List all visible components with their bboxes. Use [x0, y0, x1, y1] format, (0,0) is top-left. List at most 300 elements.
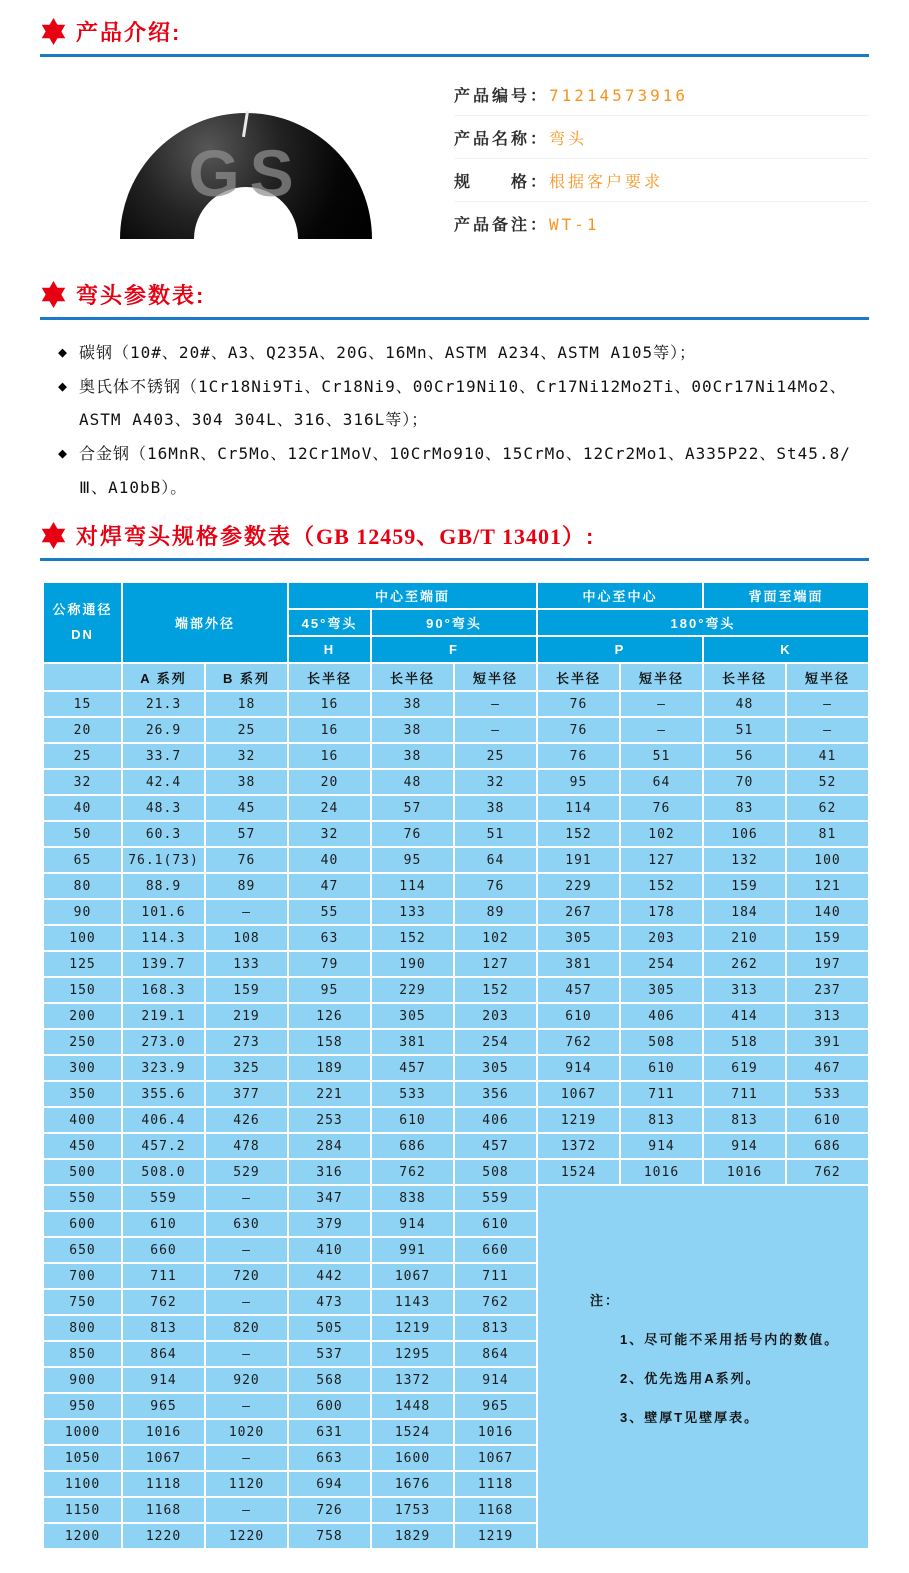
spec-cell: 32	[289, 822, 370, 846]
materials-list	[58, 336, 869, 504]
product-field-label: 产品编号：	[454, 88, 550, 105]
spec-cell: 197	[787, 952, 868, 976]
spec-cell: 379	[289, 1212, 370, 1236]
spec-cell: 325	[206, 1056, 287, 1080]
spec-cell: —	[206, 1446, 287, 1470]
spec-cell: 48	[372, 770, 453, 794]
spec-cell: 229	[538, 874, 619, 898]
spec-cell: 152	[538, 822, 619, 846]
spec-cell: 79	[289, 952, 370, 976]
spec-cell: 1448	[372, 1394, 453, 1418]
spec-row	[44, 692, 868, 716]
spec-cell: 26.9	[123, 718, 204, 742]
spec-cell: 762	[538, 1030, 619, 1054]
product-field-value: 根据客户要求	[549, 172, 664, 191]
spec-cell: 726	[289, 1498, 370, 1522]
spec-cell: 305	[455, 1056, 536, 1080]
spec-cell: 15	[44, 692, 121, 716]
spec-cell: 219.1	[123, 1004, 204, 1028]
spec-cell: 62	[787, 796, 868, 820]
spec-cell: 965	[455, 1394, 536, 1418]
section-intro-header	[40, 0, 869, 47]
spec-cell: 1118	[455, 1472, 536, 1496]
spec-cell: 1372	[538, 1134, 619, 1158]
spec-cell: 178	[621, 900, 702, 924]
spec-cell: 64	[621, 770, 702, 794]
spec-cell: 100	[44, 926, 121, 950]
red-star-icon	[40, 281, 67, 308]
spec-cell: 106	[704, 822, 785, 846]
spec-table	[42, 581, 870, 1550]
product-field-value: 弯头	[549, 129, 588, 148]
spec-cell: 1067	[123, 1446, 204, 1470]
spec-cell: 920	[206, 1368, 287, 1392]
note-item: 3、壁厚T见壁厚表。	[620, 1410, 760, 1426]
spec-cell: 1753	[372, 1498, 453, 1522]
spec-cell: 377	[206, 1082, 287, 1106]
col-header-long-radius: 长半径	[372, 664, 453, 690]
spec-cell: 16	[289, 744, 370, 768]
product-field-row	[454, 202, 869, 244]
spec-cell: 114	[372, 874, 453, 898]
spec-cell: 505	[289, 1316, 370, 1340]
spec-cell: —	[206, 1394, 287, 1418]
spec-cell: 508	[455, 1160, 536, 1184]
spec-cell: 100	[787, 848, 868, 872]
spec-cell: 108	[206, 926, 287, 950]
spec-cell: 80	[44, 874, 121, 898]
spec-cell: —	[621, 692, 702, 716]
spec-row	[44, 1160, 868, 1184]
spec-cell: 508	[621, 1030, 702, 1054]
spec-cell: —	[206, 1186, 287, 1210]
spec-cell: 473	[289, 1290, 370, 1314]
spec-cell: 350	[44, 1082, 121, 1106]
red-star-icon	[40, 522, 67, 549]
section-title-spec: 对焊弯头规格参数表（GB 12459、GB/T 13401）:	[76, 524, 596, 550]
spec-table-head	[44, 583, 868, 690]
spec-cell: 450	[44, 1134, 121, 1158]
spec-cell: 1016	[455, 1420, 536, 1444]
spec-cell: 720	[206, 1264, 287, 1288]
spec-cell: 686	[787, 1134, 868, 1158]
spec-cell: 813	[123, 1316, 204, 1340]
header-row-4	[44, 664, 868, 690]
product-image	[72, 71, 420, 259]
spec-cell: 140	[787, 900, 868, 924]
spec-cell: 38	[372, 744, 453, 768]
spec-cell: 1295	[372, 1342, 453, 1366]
spec-cell: 1016	[621, 1160, 702, 1184]
spec-cell: 150	[44, 978, 121, 1002]
spec-cell: 467	[787, 1056, 868, 1080]
spec-cell: —	[206, 900, 287, 924]
spec-cell: 70	[704, 770, 785, 794]
spec-cell: 1219	[538, 1108, 619, 1132]
spec-cell: 40	[289, 848, 370, 872]
spec-cell: 950	[44, 1394, 121, 1418]
spec-cell: 38	[372, 718, 453, 742]
spec-cell: 700	[44, 1264, 121, 1288]
spec-cell: 38	[372, 692, 453, 716]
spec-cell: 813	[455, 1316, 536, 1340]
spec-row	[44, 1030, 868, 1054]
col-header-h: H	[289, 637, 370, 662]
spec-cell: 610	[372, 1108, 453, 1132]
spec-cell: 914	[538, 1056, 619, 1080]
spec-cell: 50	[44, 822, 121, 846]
spec-cell: 210	[704, 926, 785, 950]
spec-cell: 660	[123, 1238, 204, 1262]
spec-cell: —	[206, 1290, 287, 1314]
spec-cell: 864	[455, 1342, 536, 1366]
spec-cell: 254	[455, 1030, 536, 1054]
spec-cell: 355.6	[123, 1082, 204, 1106]
col-header-empty	[44, 664, 121, 690]
spec-cell: 25	[455, 744, 536, 768]
spec-cell: 48.3	[123, 796, 204, 820]
spec-cell: 203	[455, 1004, 536, 1028]
col-header-elbow45: 45°弯头	[289, 610, 370, 635]
spec-cell: 900	[44, 1368, 121, 1392]
spec-cell: 1168	[123, 1498, 204, 1522]
spec-cell: 152	[372, 926, 453, 950]
material-item	[58, 437, 869, 504]
spec-row	[44, 796, 868, 820]
spec-cell: 1168	[455, 1498, 536, 1522]
spec-cell: 533	[372, 1082, 453, 1106]
note-item: 2、优先选用A系列。	[620, 1371, 761, 1387]
spec-cell: 273	[206, 1030, 287, 1054]
note-item: 1、尽可能不采用括号内的数值。	[620, 1332, 840, 1348]
spec-cell: 568	[289, 1368, 370, 1392]
spec-cell: 152	[621, 874, 702, 898]
spec-cell: —	[621, 718, 702, 742]
spec-cell: 38	[455, 796, 536, 820]
spec-cell: 89	[455, 900, 536, 924]
spec-cell: 686	[372, 1134, 453, 1158]
spec-cell: 200	[44, 1004, 121, 1028]
col-header-p: P	[538, 637, 702, 662]
spec-cell: 762	[787, 1160, 868, 1184]
spec-cell: 694	[289, 1472, 370, 1496]
spec-cell: 133	[206, 952, 287, 976]
spec-cell: 40	[44, 796, 121, 820]
spec-cell: 1220	[206, 1524, 287, 1548]
spec-cell: 1150	[44, 1498, 121, 1522]
spec-row	[44, 874, 868, 898]
col-header-elbow180: 180°弯头	[538, 610, 868, 635]
spec-cell: 1016	[704, 1160, 785, 1184]
spec-cell: —	[206, 1238, 287, 1262]
spec-row	[44, 848, 868, 872]
diamond-bullet-icon: ◆	[58, 443, 69, 462]
spec-cell: 400	[44, 1108, 121, 1132]
spec-cell: 21.3	[123, 692, 204, 716]
spec-cell: 1067	[538, 1082, 619, 1106]
spec-cell: 254	[621, 952, 702, 976]
spec-cell: 20	[44, 718, 121, 742]
spec-cell: 158	[289, 1030, 370, 1054]
spec-cell: —	[455, 718, 536, 742]
col-header-center-to-center: 中心至中心	[538, 583, 702, 608]
spec-cell: 55	[289, 900, 370, 924]
spec-cell: 159	[787, 926, 868, 950]
section-spec-header	[40, 504, 869, 551]
spec-cell: 219	[206, 1004, 287, 1028]
spec-cell: 1600	[372, 1446, 453, 1470]
spec-cell: 81	[787, 822, 868, 846]
spec-cell: 25	[44, 744, 121, 768]
section-title-params: 弯头参数表:	[76, 283, 206, 308]
spec-table-body	[44, 692, 868, 1548]
header-row-1	[44, 583, 868, 608]
spec-cell: 537	[289, 1342, 370, 1366]
spec-cell: 550	[44, 1186, 121, 1210]
spec-row	[44, 822, 868, 846]
spec-cell: 457	[455, 1134, 536, 1158]
section-divider	[40, 317, 869, 320]
spec-cell: 305	[372, 1004, 453, 1028]
spec-cell: 125	[44, 952, 121, 976]
product-field-value: WT-1	[549, 215, 600, 234]
spec-cell: 102	[455, 926, 536, 950]
spec-cell: 76	[538, 744, 619, 768]
spec-cell: 381	[538, 952, 619, 976]
spec-cell: 63	[289, 926, 370, 950]
col-header-short-radius: 短半径	[787, 664, 868, 690]
spec-cell: 711	[621, 1082, 702, 1106]
spec-cell: 262	[704, 952, 785, 976]
spec-cell: 267	[538, 900, 619, 924]
spec-cell: 16	[289, 718, 370, 742]
spec-cell: 750	[44, 1290, 121, 1314]
spec-cell: 762	[123, 1290, 204, 1314]
product-fields	[454, 71, 869, 263]
spec-cell: 518	[704, 1030, 785, 1054]
spec-cell: 442	[289, 1264, 370, 1288]
spec-cell: 237	[787, 978, 868, 1002]
spec-cell: 127	[621, 848, 702, 872]
spec-cell: 159	[704, 874, 785, 898]
spec-cell: 610	[621, 1056, 702, 1080]
spec-row	[44, 1108, 868, 1132]
section-title-intro: 产品介绍:	[76, 20, 182, 45]
col-header-center-to-face: 中心至端面	[289, 583, 536, 608]
spec-cell: 914	[455, 1368, 536, 1392]
spec-row	[44, 978, 868, 1002]
spec-cell: 457	[372, 1056, 453, 1080]
spec-cell: 762	[372, 1160, 453, 1184]
spec-cell: 850	[44, 1342, 121, 1366]
section-divider	[40, 54, 869, 57]
spec-cell: 305	[538, 926, 619, 950]
spec-cell: 18	[206, 692, 287, 716]
spec-cell: 83	[704, 796, 785, 820]
material-text: 碳钢（10#、20#、A3、Q235A、20G、16Mn、ASTM A234、ASTM A105等）；	[79, 343, 697, 362]
product-field-label: 产品名称：	[454, 131, 550, 148]
spec-cell: 991	[372, 1238, 453, 1262]
spec-cell: 323.9	[123, 1056, 204, 1080]
spec-cell: 300	[44, 1056, 121, 1080]
spec-row	[44, 770, 868, 794]
spec-cell: 457.2	[123, 1134, 204, 1158]
section-divider	[40, 558, 869, 561]
spec-cell: 76.1(73)	[123, 848, 204, 872]
spec-cell: 76	[206, 848, 287, 872]
spec-cell: 41	[787, 744, 868, 768]
spec-cell: 838	[372, 1186, 453, 1210]
spec-cell: 24	[289, 796, 370, 820]
col-header-dn: 公称通径 DN	[44, 583, 121, 662]
spec-cell: 51	[704, 718, 785, 742]
spec-cell: 203	[621, 926, 702, 950]
spec-cell: 457	[538, 978, 619, 1002]
spec-cell: 1120	[206, 1472, 287, 1496]
spec-cell: 33.7	[123, 744, 204, 768]
spec-cell: 610	[787, 1108, 868, 1132]
spec-cell: 356	[455, 1082, 536, 1106]
spec-row	[44, 1186, 868, 1210]
material-item	[58, 336, 869, 370]
product-field-label: 产品备注：	[454, 217, 550, 234]
spec-cell: —	[787, 692, 868, 716]
spec-cell: 139.7	[123, 952, 204, 976]
spec-cell: 381	[372, 1030, 453, 1054]
spec-cell: 221	[289, 1082, 370, 1106]
spec-cell: 1220	[123, 1524, 204, 1548]
section-params-header	[40, 263, 869, 310]
spec-cell: 391	[787, 1030, 868, 1054]
spec-cell: 762	[455, 1290, 536, 1314]
spec-cell: 32	[455, 770, 536, 794]
spec-cell: 1219	[455, 1524, 536, 1548]
spec-cell: —	[206, 1498, 287, 1522]
spec-cell: 60.3	[123, 822, 204, 846]
spec-row	[44, 1056, 868, 1080]
spec-cell: 89	[206, 874, 287, 898]
spec-cell: —	[206, 1342, 287, 1366]
spec-cell: 610	[455, 1212, 536, 1236]
spec-cell: 189	[289, 1056, 370, 1080]
product-field-row	[454, 116, 869, 159]
spec-cell: 914	[123, 1368, 204, 1392]
spec-cell: 45	[206, 796, 287, 820]
spec-cell: 152	[455, 978, 536, 1002]
spec-cell: 190	[372, 952, 453, 976]
spec-cell: 1000	[44, 1420, 121, 1444]
spec-row	[44, 718, 868, 742]
spec-cell: 284	[289, 1134, 370, 1158]
spec-cell: 57	[372, 796, 453, 820]
spec-row	[44, 1134, 868, 1158]
spec-cell: 758	[289, 1524, 370, 1548]
material-text: 合金钢（16MnR、Cr5Mo、12Cr1MoV、10CrMo910、15CrMo、12Cr2Mo1、A335P22、St45.8/Ⅲ、A10bB）。	[79, 443, 851, 497]
spec-cell: 273.0	[123, 1030, 204, 1054]
spec-cell: 1020	[206, 1420, 287, 1444]
spec-cell: 800	[44, 1316, 121, 1340]
spec-cell: 630	[206, 1212, 287, 1236]
spec-cell: 1067	[455, 1446, 536, 1470]
spec-cell: —	[787, 718, 868, 742]
spec-cell: 42.4	[123, 770, 204, 794]
table-note-cell	[538, 1186, 868, 1548]
spec-cell: 52	[787, 770, 868, 794]
spec-row	[44, 1004, 868, 1028]
table-note	[538, 1186, 868, 1426]
spec-cell: 313	[704, 978, 785, 1002]
col-header-f: F	[372, 637, 536, 662]
spec-cell: 126	[289, 1004, 370, 1028]
spec-cell: 711	[704, 1082, 785, 1106]
spec-cell: 533	[787, 1082, 868, 1106]
spec-cell: 64	[455, 848, 536, 872]
diamond-bullet-icon: ◆	[58, 376, 69, 395]
spec-cell: 114	[538, 796, 619, 820]
spec-cell: 1524	[372, 1420, 453, 1444]
spec-cell: 48	[704, 692, 785, 716]
red-star-icon	[40, 18, 67, 45]
spec-cell: 406	[455, 1108, 536, 1132]
spec-cell: 132	[704, 848, 785, 872]
spec-cell: 168.3	[123, 978, 204, 1002]
spec-cell: 1100	[44, 1472, 121, 1496]
standard-codes: GB 12459、GB/T 13401	[316, 524, 562, 550]
spec-cell: 159	[206, 978, 287, 1002]
col-header-k: K	[704, 637, 868, 662]
note-title: 注：	[590, 1293, 621, 1309]
spec-cell: 600	[44, 1212, 121, 1236]
spec-cell: 229	[372, 978, 453, 1002]
spec-cell: 631	[289, 1420, 370, 1444]
spec-cell: 32	[44, 770, 121, 794]
col-header-elbow90: 90°弯头	[372, 610, 536, 635]
spec-cell: 600	[289, 1394, 370, 1418]
spec-cell: 406.4	[123, 1108, 204, 1132]
spec-cell: 133	[372, 900, 453, 924]
spec-cell: 663	[289, 1446, 370, 1470]
col-header-long-radius: 长半径	[289, 664, 370, 690]
spec-cell: 90	[44, 900, 121, 924]
spec-cell: 1372	[372, 1368, 453, 1392]
col-header-end-od: 端部外径	[123, 583, 287, 662]
col-header-series-b: B 系列	[206, 664, 287, 690]
spec-cell: 508.0	[123, 1160, 204, 1184]
material-item	[58, 370, 869, 437]
spec-cell: 101.6	[123, 900, 204, 924]
spec-cell: 559	[455, 1186, 536, 1210]
spec-cell: 1067	[372, 1264, 453, 1288]
col-header-long-radius: 长半径	[704, 664, 785, 690]
spec-cell: 347	[289, 1186, 370, 1210]
spec-cell: 914	[704, 1134, 785, 1158]
spec-cell: 1050	[44, 1446, 121, 1470]
spec-cell: 121	[787, 874, 868, 898]
spec-cell: 57	[206, 822, 287, 846]
spec-cell: 711	[455, 1264, 536, 1288]
product-field-row	[454, 159, 869, 202]
spec-cell: 1829	[372, 1524, 453, 1548]
spec-cell: 76	[538, 692, 619, 716]
product-field-value: 71214573916	[549, 86, 688, 105]
spec-cell: 76	[538, 718, 619, 742]
spec-cell: 191	[538, 848, 619, 872]
spec-cell: 914	[372, 1212, 453, 1236]
spec-cell: 56	[704, 744, 785, 768]
spec-cell: 253	[289, 1108, 370, 1132]
spec-row	[44, 1082, 868, 1106]
spec-cell: 1143	[372, 1290, 453, 1314]
